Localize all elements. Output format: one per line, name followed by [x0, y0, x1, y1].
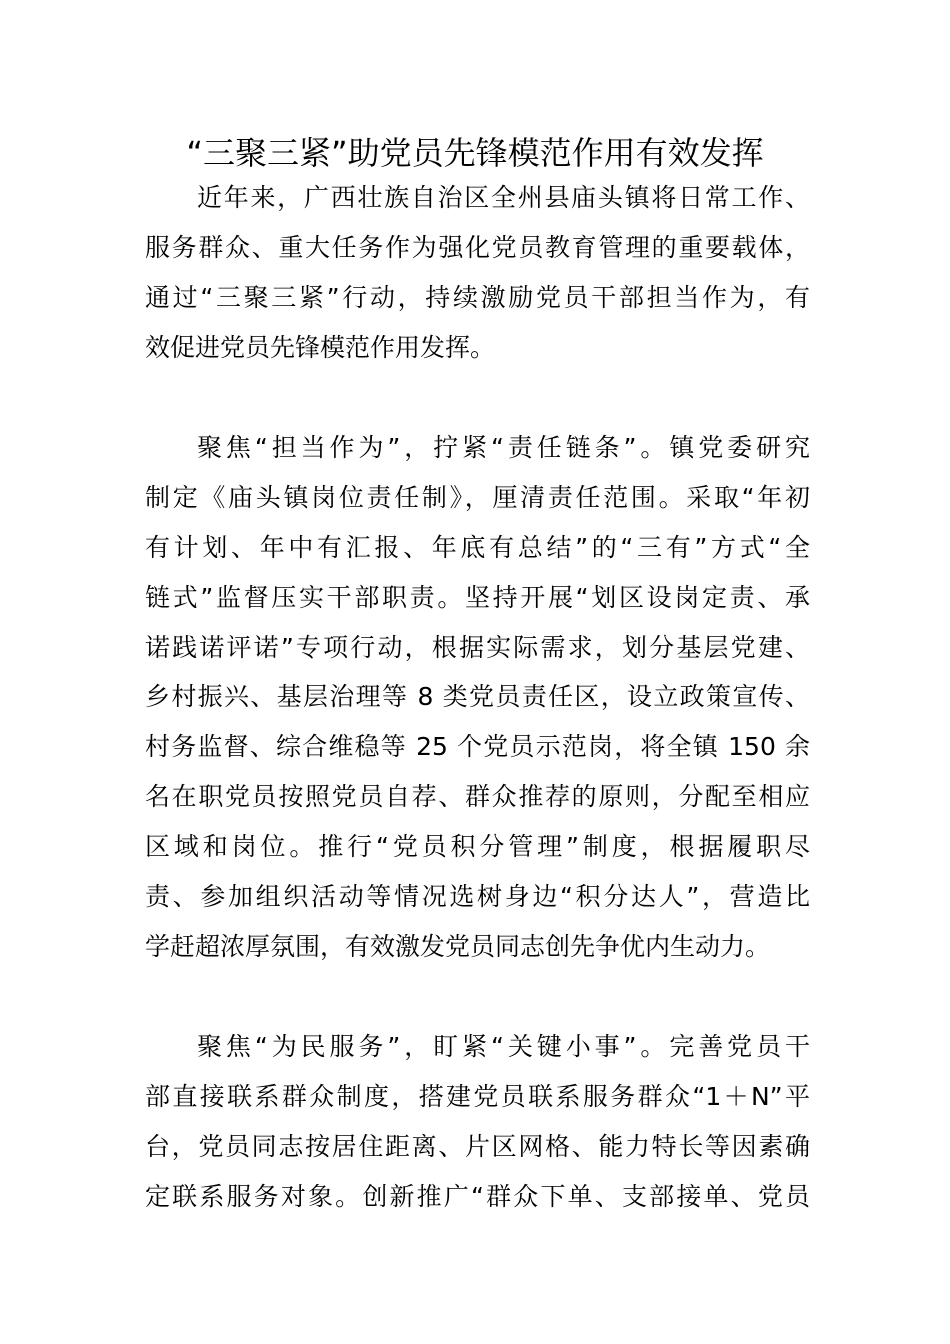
- paragraph-line: 诺践诺评诺”专项行动，根据实际需求，划分基层党建、: [145, 632, 810, 662]
- paragraph-line: 近年来，广西壮族自治区全州县庙头镇将日常工作、: [197, 183, 810, 212]
- paragraph-line: 聚焦“担当作为”，拧紧“责任链条”。镇党委研究: [197, 433, 810, 462]
- paragraph-line: 链式”监督压实干部职责。坚持开展“划区设岗定责、承: [145, 582, 810, 612]
- paragraph-line: 服务群众、重大任务作为强化党员教育管理的重要载体，: [145, 232, 810, 262]
- paragraph-line: 台，党员同志按居住距离、片区网格、能力特长等因素确: [145, 1131, 810, 1161]
- paragraph-line: 区域和岗位。推行“党员积分管理”制度，根据履职尽: [145, 832, 810, 862]
- paragraph-line: 部直接联系群众制度，搭建党员联系服务群众“1＋N”平: [145, 1081, 810, 1111]
- paragraph-line: 通过“三聚三紧”行动，持续激励党员干部担当作为，有: [145, 282, 810, 312]
- paragraph-line: 乡村振兴、基层治理等 8 类党员责任区，设立政策宣传、: [145, 682, 810, 712]
- paragraph-line: 有计划、年中有汇报、年底有总结”的“三有”方式“全: [145, 532, 810, 562]
- paragraph-responsibility: [145, 423, 810, 972]
- paragraph-line: 名在职党员按照党员自荐、群众推荐的原则，分配至相应: [145, 782, 810, 812]
- paragraph-line: 责、参加组织活动等情况选树身边“积分达人”，营造比: [145, 882, 810, 912]
- paragraph-line: 村务监督、综合维稳等 25 个党员示范岗，将全镇 150 余: [145, 732, 810, 762]
- paragraph-intro: [145, 173, 810, 373]
- paragraph-line: 定联系服务对象。创新推广“群众下单、支部接单、党员: [145, 1181, 810, 1211]
- paragraph-service: [145, 1022, 810, 1222]
- paragraph-line: 学赶超浓厚氛围，有效激发党员同志创先争优内生动力。: [145, 931, 771, 961]
- document-title: “三聚三紧”助党员先锋模范作用有效发挥: [186, 134, 764, 172]
- paragraph-line: 效促进党员先锋模范作用发挥。: [145, 332, 496, 362]
- paragraph-line: 制定《庙头镇岗位责任制》，厘清责任范围。采取“年初: [145, 482, 810, 512]
- paragraph-line: 聚焦“为民服务”，盯紧“关键小事”。完善党员干: [197, 1032, 810, 1061]
